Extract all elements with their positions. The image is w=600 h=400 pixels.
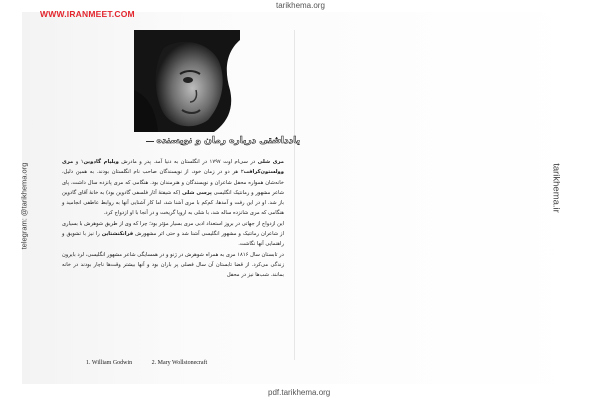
text-run: (که شیفتهٔ آثار فلسفی گادوین بود) به خانهٔ آقای گادوین باز شد. او در این رفت و آمدها، کم‌کم با مری آشنا شد، اما کار آشنایی آنها به روابط عاطفی انجامید و هنگامی که مری شانزده ساله شد، با شلی به اروپا گریخت و در آنجا با او ازدواج کرد. <box>62 189 284 217</box>
text-run: این ازدواج از جهاتی در بروز استعداد ادبی مری بسیار مؤثر بود؛ چرا که وی از طریق شوهرش با بسیاری از شاعران رمانتیک و مشهور انگلیسی آشنا شد و حتی اثر مشهورش <box>62 220 284 238</box>
footnotes <box>86 360 225 366</box>
page-fold-line <box>294 30 295 360</box>
body-text <box>62 157 284 281</box>
author-portrait <box>134 30 240 132</box>
bold-term: فرانکنشتاین <box>101 231 134 238</box>
watermark-top: tarikhema.org <box>276 1 325 10</box>
paragraph-2 <box>62 219 284 250</box>
chapter-title: یادداشتی درباره رمان و نویسنده <box>156 136 300 146</box>
footnote-2: 2. Mary Wollstonecraft <box>151 360 208 366</box>
watermark-bottom: pdf.tarikhema.org <box>268 388 331 397</box>
watermark-right: tarikhema.ir <box>550 163 562 213</box>
bold-term: پرسی شلی <box>182 189 212 196</box>
text-run: را نیز با تشویق و راهنمایی آنها نگاشت. <box>62 231 284 248</box>
bold-term: ویلیام گادوین <box>83 159 119 165</box>
footnote-1: 1. William Godwin <box>86 360 133 366</box>
text-run: ۲ هر دو در زمان خود، از نویسندگان صاحب نام انگلستان بودند. به همین دلیل، خانه‌شان همواره محفل شاعران و نویسندگان و هنرمندان بود. هنگامی که مری پانزده سال داشت، پای شاعر مشهور و رمانتیک انگلیسی <box>62 169 284 196</box>
paragraph-1 <box>62 157 284 219</box>
text-run: ۱ و <box>73 159 84 165</box>
watermark-left: telegram: @tarikhema.org <box>19 162 29 250</box>
bold-term: مری وولستون‌کرافت <box>62 159 284 176</box>
site-link[interactable]: WWW.IRANMEET.COM <box>40 9 135 19</box>
text-run: در تابستان سال ۱۸۱۶ مری به همراه شوهرش در ژنو و در همسایگی شاعر مشهور انگلیسی، لرد بایرون زندگی می‌کرد. از قضا تابستان آن سال فصلی پر باران بود و آنها بیشتر وقت‌ها ناچار بودند در خانه بمانند. شب‌ها نیز در محفل <box>62 251 284 279</box>
paragraph-3 <box>62 250 284 281</box>
text-run: در سی‌ام اوت ۱۷۹۷ در انگلستان به دنیا آمد. پدر و مادرش <box>118 159 258 165</box>
bold-term: مری شلی <box>257 159 284 165</box>
